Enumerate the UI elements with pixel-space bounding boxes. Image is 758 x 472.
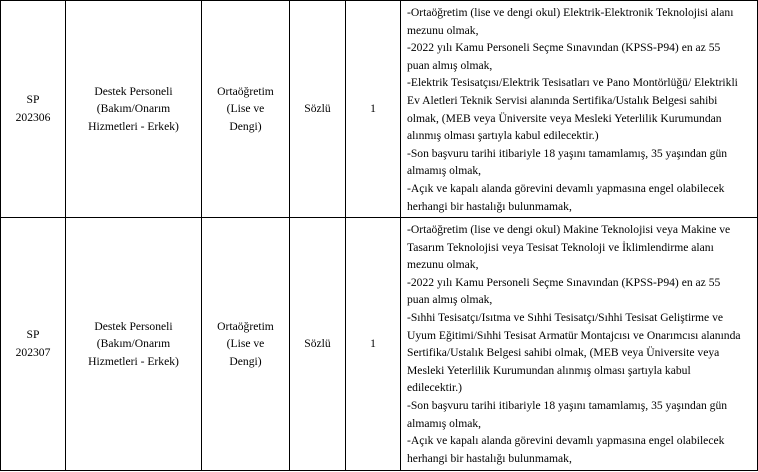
requirement-line: almamış olmak,: [407, 416, 482, 430]
requirement-line: -Ortaöğretim (lise ve dengi okul) Elektrik-Elektronik Teknolojisi alanı: [407, 6, 734, 19]
position-code-number: 202306: [15, 111, 51, 124]
table-row: [1, 218, 758, 471]
position-title-line: Destek Personeli: [94, 84, 173, 98]
requirement-line: Tasarım Teknolojisi veya Tesisat Teknoloji ve İklimlendirme alanı: [407, 240, 714, 254]
position-count: 1: [370, 337, 376, 351]
education-line: (Lise ve: [226, 337, 265, 351]
requirement-line: almamış olmak,: [407, 164, 482, 178]
requirement-line: Sertifika/Ustalık Belgesi sahibi olmak, (MEB veya Üniversite veya: [407, 346, 720, 360]
position-count-cell: [346, 218, 401, 471]
education-line: Dengi): [229, 354, 262, 368]
requirement-line: -Açık ve kapalı alanda görevini devamlı yapmasına engel olabilecek: [407, 181, 725, 195]
requirement-line: -Son başvuru tarihi itibariyle 18 yaşını tamamlamış, 35 yaşından gün: [407, 146, 728, 160]
requirement-line: Ev Aletleri Teknik Servisi alanında Sertifika/Ustalık Belgesi sahibi: [407, 93, 718, 107]
position-code-cell: [1, 218, 66, 471]
requirement-line: Mesleki Yeterlilik Kurumundan alınmış olması şartıyla kabul: [407, 363, 691, 377]
education-line: Ortaöğretim: [217, 319, 274, 333]
position-code-cell: [1, 1, 66, 218]
position-title-line: (Bakım/Onarım: [96, 102, 171, 116]
requirement-line: -Sıhhi Tesisatçı/Isıtma ve Sıhhi Tesisatçı/Sıhhi Tesisat Geliştirme ve: [407, 310, 724, 324]
requirement-line: -2022 yılı Kamu Personeli Seçme Sınavından (KPSS-P94) en az 55: [407, 41, 721, 55]
education-cell: [202, 218, 290, 471]
education-line: Ortaöğretim: [217, 84, 274, 98]
requirement-line: edilecektir.): [407, 381, 463, 395]
requirements-cell: [401, 218, 758, 471]
education-line: (Lise ve: [226, 102, 265, 116]
exam-type: Sözlü: [304, 102, 331, 116]
requirement-line: puan almış olmak,: [407, 293, 493, 307]
requirement-line: -Ortaöğretim (lise ve dengi okul) Makine Teknolojisi veya Makine ve: [407, 223, 731, 236]
requirement-line: puan almış olmak,: [407, 58, 493, 72]
position-code-prefix: SP: [26, 328, 40, 342]
requirement-line: -2022 yılı Kamu Personeli Seçme Sınavından (KPSS-P94) en az 55: [407, 275, 721, 289]
requirement-line: alınmış olması şartıyla kabul edilecektir.): [407, 129, 599, 143]
position-title-line: (Bakım/Onarım: [96, 337, 171, 351]
requirement-line: Uyum Eğitimi/Sıhhi Tesisat Armatür Montajcısı ve Onarımcısı alanında: [407, 328, 741, 342]
education-cell: [202, 1, 290, 218]
position-title-line: Hizmetleri - Erkek): [88, 119, 179, 133]
requirement-line: olmak, (MEB veya Üniversite veya Mesleki Yeterlilik Kurumundan: [407, 111, 722, 125]
position-code-prefix: SP: [26, 93, 40, 107]
position-count-cell: [346, 1, 401, 218]
requirement-line: mezunu olmak,: [407, 23, 479, 37]
position-title-line: Destek Personeli: [94, 319, 173, 333]
position-title-cell: [66, 1, 202, 218]
position-title-cell: [66, 218, 202, 471]
requirement-line: -Açık ve kapalı alanda görevini devamlı yapmasına engel olabilecek: [407, 434, 725, 448]
requirement-line: -Elektrik Tesisatçısı/Elektrik Tesisatları ve Pano Montörlüğü/ Elektrikli: [407, 76, 738, 90]
exam-type: Sözlü: [304, 337, 331, 351]
requirement-line: herhangi bir hastalığı bulunmamak,: [407, 451, 572, 465]
exam-type-cell: [290, 1, 346, 218]
position-title-line: Hizmetleri - Erkek): [88, 354, 179, 368]
education-line: Dengi): [229, 119, 262, 133]
position-count: 1: [370, 102, 376, 116]
position-code-number: 202307: [15, 346, 51, 359]
table-row: [1, 1, 758, 218]
requirement-line: mezunu olmak,: [407, 258, 479, 272]
requirement-line: -Son başvuru tarihi itibariyle 18 yaşını tamamlamış, 35 yaşından gün: [407, 398, 728, 412]
exam-type-cell: [290, 218, 346, 471]
requirements-cell: [401, 1, 758, 218]
requirement-line: herhangi bir hastalığı bulunmamak,: [407, 199, 572, 213]
